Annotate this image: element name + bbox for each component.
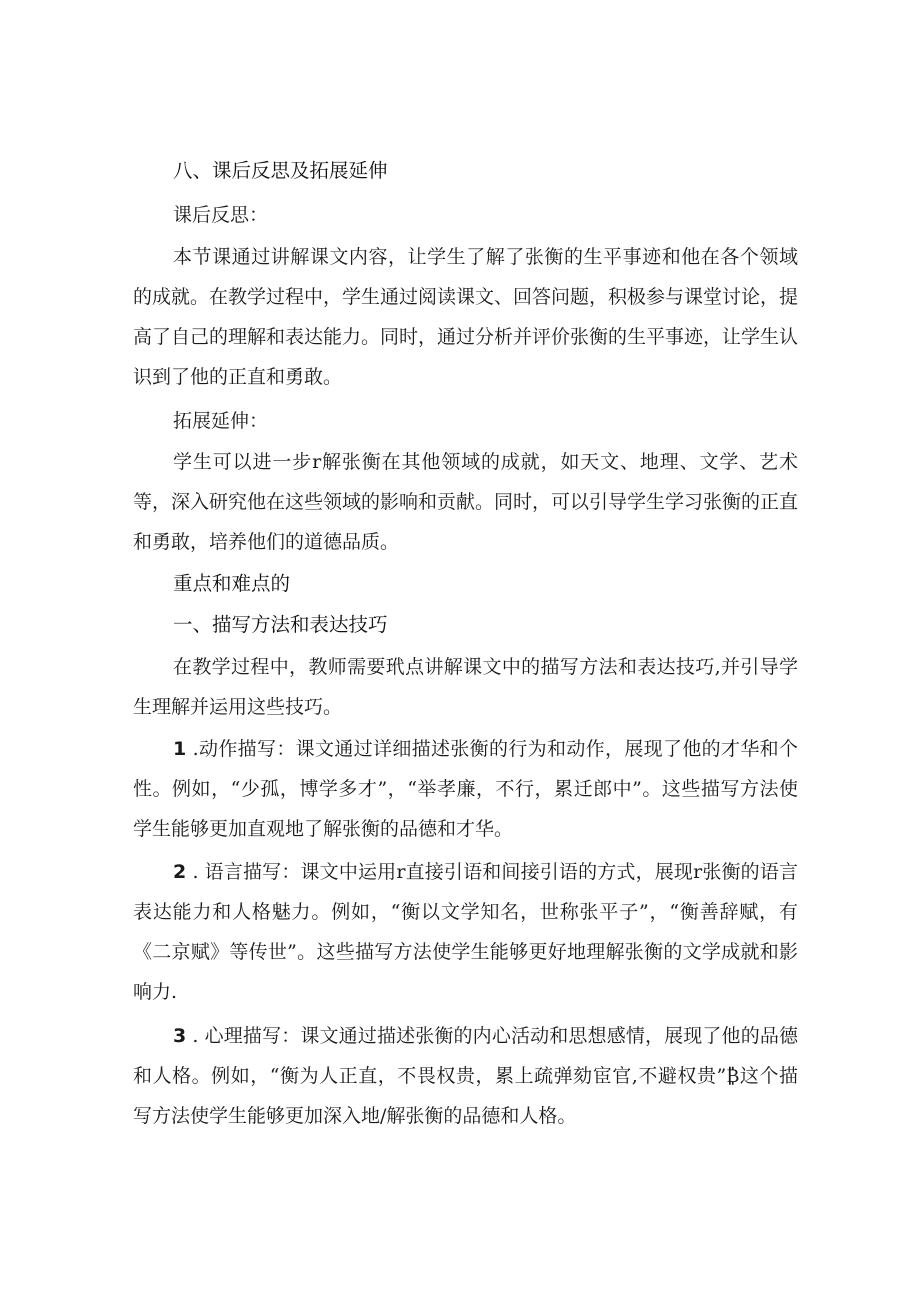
methods-intro-paragraph: 在教学过程中，教师需要玳点讲解课文中的描写方法和表达技巧,并引导学生理解并运用这些技巧。 [133, 656, 798, 718]
list-item-number: 2 [173, 861, 187, 883]
list-item-number: 1 [173, 738, 187, 760]
reflection-label: 课后反思： [173, 204, 269, 226]
section-8-heading: 八、课后反思及拓展延伸 [173, 159, 388, 182]
extension-paragraph: 学生可以进一步r解张衡在其他领域的成就，如天文、地理、文学、艺术等，深入研究他在这些领域的影响和贡献。同时，可以引导学生学习张衡的正直和勇敢，培养他们的道德品质。 [133, 451, 799, 553]
extension-label: 拓展延伸： [173, 410, 269, 432]
key-points-heading: 重点和难点的 [173, 572, 291, 595]
list-item-text: .动作描写：课文通过详细描述张衡的行为和动作，展现了他的才华和个性。例如，“少孤，博学多才”，“举孝廉，不行，累迁郎中”。这些描写方法使学生能够更加直观地了解张衡的品德和才华。 [133, 738, 798, 840]
list-item-language-description [133, 852, 798, 1012]
methods-sub-heading: 一、描写方法和表达技巧 [173, 613, 388, 636]
list-item-action-description [133, 729, 798, 849]
list-item-number: 3 [173, 1025, 187, 1047]
list-item-text: . 语言描写：课文中运用r直接引语和间接引语的方式，展现r张衡的语言表达能力和人格魅力。例如，“衡以文学知名，世称张平子”，“衡善辞赋，有《二京赋》等传世”。这些描写方法使学生能够更好地理解张衡的文学成就和影响力. [133, 861, 798, 1003]
list-item-psychology-description [133, 1016, 798, 1136]
list-item-text: . 心理描写：课文通过描述张衡的内心活动和思想感情，展现了他的品德和人格。例如，“衡为人正直，不畏权贵，累上疏弹劾宦官,不避权贵”₿这个描写方法使学生能够更加深入地/解张衡的品德和人格。 [133, 1025, 798, 1127]
reflection-paragraph: 本节课通过讲解课文内容，让学生了解了张衡的生平事迹和他在各个领域的成就。在教学过程中，学生通过阅读课文、回答问题，积极参与课堂讨论，提高了自己的理解和表达能力。同时，通过分析并评价张衡的生平事迹，让学生认识到了他的正直和勇敢。 [133, 246, 799, 388]
